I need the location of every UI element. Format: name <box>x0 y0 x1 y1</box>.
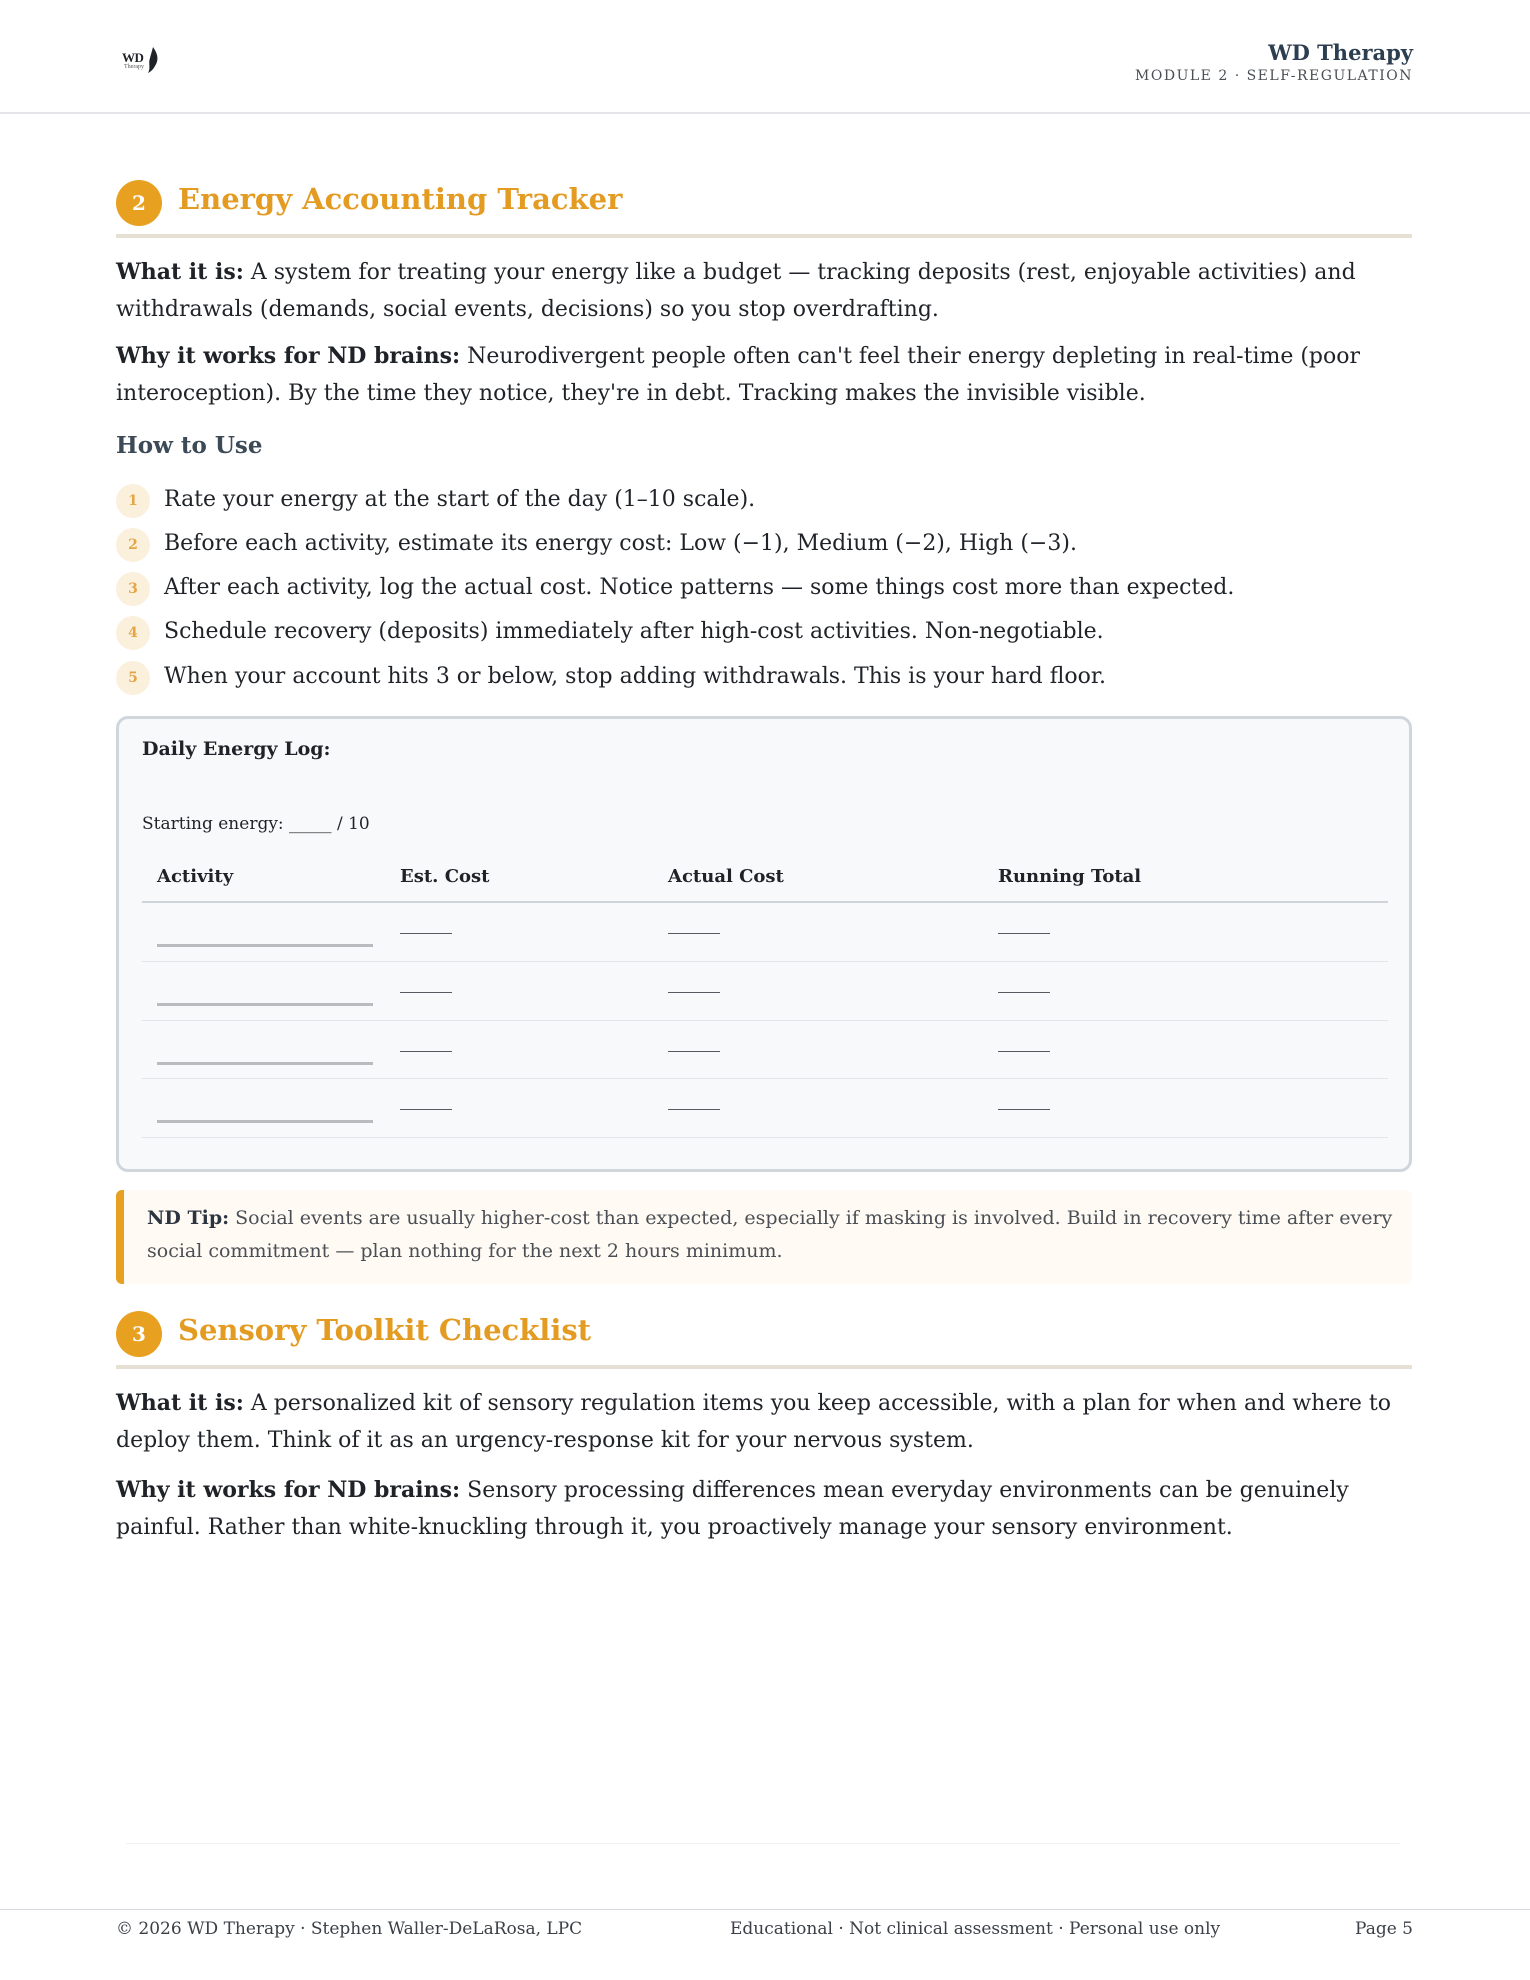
running-total-blank[interactable] <box>998 933 1050 934</box>
running-total-blank[interactable] <box>998 992 1050 993</box>
what-it-is-paragraph <box>116 1385 1416 1459</box>
module-label: MODULE 2 · SELF-REGULATION <box>1135 68 1413 84</box>
tip-body: Social events are usually higher-cost than expected, especially if masking is involved. Build in recovery time after every social commitment — plan nothing for the next 2 hours minimum. <box>147 1207 1393 1262</box>
table-row-divider <box>142 1078 1388 1079</box>
what-label: What it is: <box>116 259 244 285</box>
page-header <box>0 0 1530 114</box>
step-text: Before each activity, estimate its energy cost: Low (−1), Medium (−2), High (−3). <box>164 531 1077 556</box>
est-cost-blank[interactable] <box>400 933 452 934</box>
content-end-divider <box>126 1843 1400 1844</box>
how-to-use-heading: How to Use <box>116 432 263 459</box>
flame-leaf-icon <box>146 46 160 74</box>
footer-divider <box>0 1909 1530 1910</box>
step-number-badge: 2 <box>116 528 150 562</box>
activity-blank[interactable] <box>157 1062 373 1065</box>
step-number-badge: 5 <box>116 661 150 695</box>
starting-energy-field[interactable]: Starting energy: _____ / 10 <box>142 814 370 834</box>
section-divider <box>116 234 1412 238</box>
running-total-blank[interactable] <box>998 1109 1050 1110</box>
column-header-activity: Activity <box>157 866 234 887</box>
step-number-badge: 1 <box>116 484 150 518</box>
table-row-divider <box>142 1137 1388 1138</box>
table-row-divider <box>142 1020 1388 1021</box>
step-item <box>116 570 1416 606</box>
wd-therapy-logo <box>122 46 168 80</box>
est-cost-blank[interactable] <box>400 992 452 993</box>
step-item <box>116 659 1416 695</box>
activity-blank[interactable] <box>157 944 373 947</box>
section-heading-energy <box>116 180 1412 250</box>
why-it-works-paragraph <box>116 1472 1416 1546</box>
step-text: Schedule recovery (deposits) immediately after high-cost activities. Non-negotiable. <box>164 619 1104 644</box>
section-title: Sensory Toolkit Checklist <box>178 1313 592 1347</box>
column-header-actual-cost: Actual Cost <box>668 866 784 887</box>
nd-tip-text <box>147 1202 1397 1268</box>
actual-cost-blank[interactable] <box>668 992 720 993</box>
section-number-badge: 2 <box>116 180 162 226</box>
activity-blank[interactable] <box>157 1003 373 1006</box>
step-item <box>116 526 1416 562</box>
actual-cost-blank[interactable] <box>668 1051 720 1052</box>
brand-block <box>1135 40 1413 84</box>
why-text: Sensory processing differences mean everyday environments can be genuinely painful. Rather than white-knuckling through it, you proactively manage your sensory environment. <box>116 1478 1349 1540</box>
table-row-divider <box>142 961 1388 962</box>
actual-cost-blank[interactable] <box>668 1109 720 1110</box>
est-cost-blank[interactable] <box>400 1109 452 1110</box>
section-divider <box>116 1365 1412 1369</box>
step-item <box>116 482 1416 518</box>
why-it-works-paragraph <box>116 338 1416 412</box>
page-number: Page 5 <box>1355 1919 1413 1939</box>
step-text: After each activity, log the actual cost. Notice patterns — some things cost more than expected. <box>164 575 1235 600</box>
logo-text: WD <box>122 50 144 65</box>
why-text: Neurodivergent people often can't feel their energy depleting in real-time (poor interoception). By the time they notice, they're in debt. Tracking makes the invisible visible. <box>116 344 1361 406</box>
why-label: Why it works for ND brains: <box>116 1477 461 1503</box>
what-label: What it is: <box>116 1390 244 1416</box>
brand-name: WD Therapy <box>1268 40 1413 65</box>
why-label: Why it works for ND brains: <box>116 343 461 369</box>
step-item <box>116 614 1416 650</box>
footer-disclaimer: Educational · Not clinical assessment · Personal use only <box>730 1919 1221 1939</box>
tip-label: ND Tip: <box>147 1207 230 1229</box>
table-header-divider <box>142 901 1388 903</box>
footer-copyright: © 2026 WD Therapy · Stephen Waller-DeLaRosa, LPC <box>116 1919 583 1939</box>
step-text: When your account hits 3 or below, stop adding withdrawals. This is your hard floor. <box>164 664 1106 689</box>
step-text: Rate your energy at the start of the day (1–10 scale). <box>164 487 756 512</box>
column-header-running-total: Running Total <box>998 866 1142 887</box>
logo-subtext: Therapy <box>124 64 144 70</box>
activity-blank[interactable] <box>157 1120 373 1123</box>
step-number-badge: 4 <box>116 616 150 650</box>
section-title: Energy Accounting Tracker <box>178 182 623 216</box>
what-text: A system for treating your energy like a budget — tracking deposits (rest, enjoyable activities) and withdrawals (demands, social events, decisions) so you stop overdrafting. <box>116 260 1356 322</box>
what-text: A personalized kit of sensory regulation items you keep accessible, with a plan for when and where to deploy them. Think of it as an urgency-response kit for your nervous system. <box>116 1391 1391 1453</box>
step-number-badge: 3 <box>116 572 150 606</box>
what-it-is-paragraph <box>116 254 1416 328</box>
section-number-badge: 3 <box>116 1311 162 1357</box>
running-total-blank[interactable] <box>998 1051 1050 1052</box>
log-title: Daily Energy Log: <box>142 738 331 760</box>
section-heading-sensory <box>116 1311 1412 1381</box>
actual-cost-blank[interactable] <box>668 933 720 934</box>
column-header-est-cost: Est. Cost <box>400 866 490 887</box>
est-cost-blank[interactable] <box>400 1051 452 1052</box>
